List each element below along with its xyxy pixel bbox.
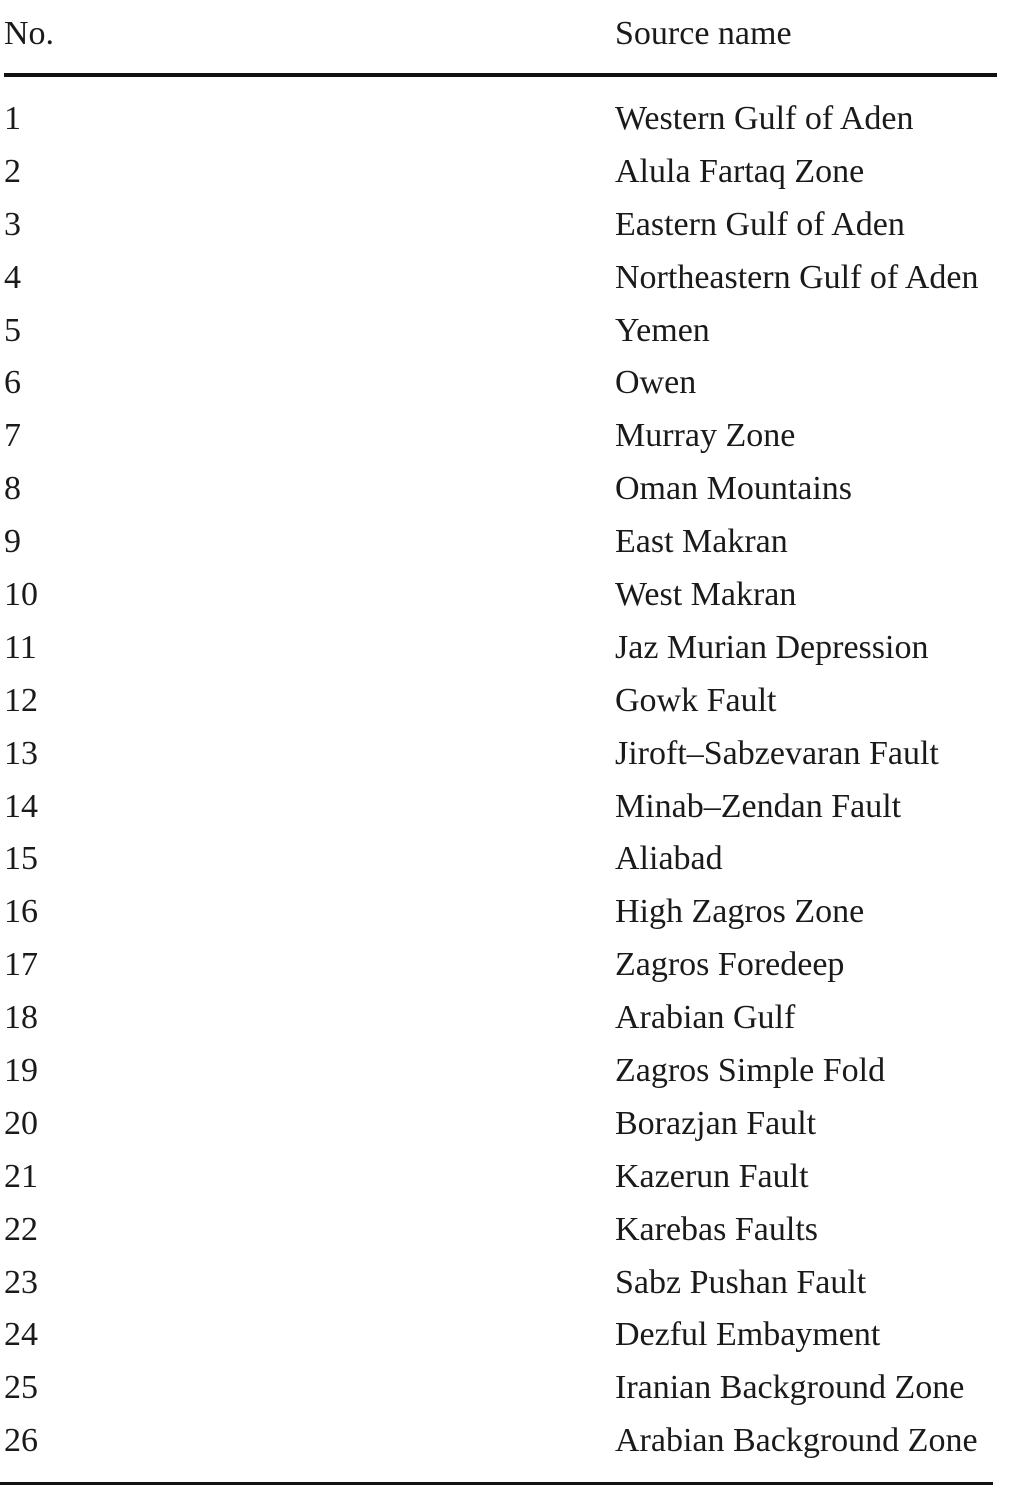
row-number: 1: [4, 100, 21, 137]
row-number: 17: [4, 946, 38, 984]
table-row: [4, 410, 997, 463]
table-header-row: [4, 0, 997, 72]
source-name: Borazjan Fault: [615, 1104, 817, 1142]
row-number: 16: [4, 893, 38, 931]
source-name: Zagros Foredeep: [615, 946, 845, 984]
source-name: Jiroft–Sabzevaran Fault: [615, 734, 939, 772]
source-name: Arabian Gulf: [615, 999, 796, 1037]
header-source-name: Source name: [615, 15, 792, 52]
source-name: East Makran: [615, 523, 788, 561]
row-number: 12: [4, 681, 38, 719]
row-number: 24: [4, 1316, 38, 1354]
table-row: [4, 146, 997, 199]
source-name: Oman Mountains: [615, 470, 853, 508]
source-name: Jaz Murian Depression: [615, 628, 929, 666]
row-number: 7: [4, 417, 21, 455]
table-row: [4, 305, 997, 358]
row-number: 20: [4, 1104, 38, 1142]
source-name: High Zagros Zone: [615, 893, 865, 931]
table-row: [4, 252, 997, 305]
row-number: 8: [4, 470, 21, 508]
table-row: [4, 622, 997, 675]
table-row: [4, 199, 997, 252]
table-row: [4, 728, 997, 781]
table-row: [4, 516, 997, 569]
table-row: [4, 569, 997, 622]
source-name: Eastern Gulf of Aden: [615, 205, 905, 243]
row-number: 9: [4, 523, 21, 561]
row-number: 5: [4, 311, 21, 349]
source-name: Gowk Fault: [615, 681, 777, 719]
table-row: [4, 1362, 997, 1415]
table-row: [4, 357, 997, 410]
source-name: Owen: [615, 364, 697, 402]
source-name: West Makran: [615, 576, 797, 614]
footer-rule: [0, 1482, 993, 1485]
row-number: 4: [4, 258, 21, 296]
table-row: [4, 1257, 997, 1310]
header-no: No.: [4, 15, 55, 52]
source-name: Zagros Simple Fold: [615, 1052, 886, 1090]
source-name: Western Gulf of Aden: [615, 100, 914, 137]
row-number: 18: [4, 999, 38, 1037]
row-number: 23: [4, 1263, 38, 1301]
table-row: [4, 833, 997, 886]
source-name: Dezful Embayment: [615, 1316, 881, 1354]
source-name: Alula Fartaq Zone: [615, 152, 865, 190]
table-row: [4, 675, 997, 728]
table-row: [4, 886, 997, 939]
table-row: [4, 463, 997, 516]
table-row: [4, 1151, 997, 1204]
table-row: [4, 1098, 997, 1151]
source-name: Sabz Pushan Fault: [615, 1263, 867, 1301]
source-name: Arabian Background Zone: [615, 1422, 978, 1460]
row-number: 6: [4, 364, 21, 402]
row-number: 25: [4, 1369, 38, 1407]
row-number: 22: [4, 1210, 38, 1248]
table-row: [4, 781, 997, 834]
table-row: [4, 1204, 997, 1257]
table-row: [4, 992, 997, 1045]
row-number: 14: [4, 787, 38, 825]
source-name: Minab–Zendan Fault: [615, 787, 902, 825]
table-row: [4, 939, 997, 992]
row-number: 10: [4, 576, 38, 614]
source-name: Iranian Background Zone: [615, 1369, 965, 1407]
source-table: [4, 0, 997, 1460]
table-row: [4, 1045, 997, 1098]
row-number: 15: [4, 840, 38, 878]
row-number: 13: [4, 734, 38, 772]
row-number: 11: [4, 628, 37, 666]
row-number: 21: [4, 1157, 38, 1195]
source-name: Northeastern Gulf of Aden: [615, 258, 979, 296]
table-row: [4, 93, 997, 146]
table-row: [4, 1309, 997, 1362]
table-body: [4, 93, 997, 1468]
row-number: 3: [4, 205, 21, 243]
header-rule: [4, 73, 997, 77]
source-name: Karebas Faults: [615, 1210, 819, 1248]
source-name: Aliabad: [615, 840, 723, 878]
source-name: Kazerun Fault: [615, 1157, 809, 1195]
source-name: Murray Zone: [615, 417, 796, 455]
row-number: 26: [4, 1422, 38, 1460]
source-name: Yemen: [615, 311, 710, 349]
row-number: 2: [4, 152, 21, 190]
table-row: [4, 1415, 997, 1468]
row-number: 19: [4, 1052, 38, 1090]
